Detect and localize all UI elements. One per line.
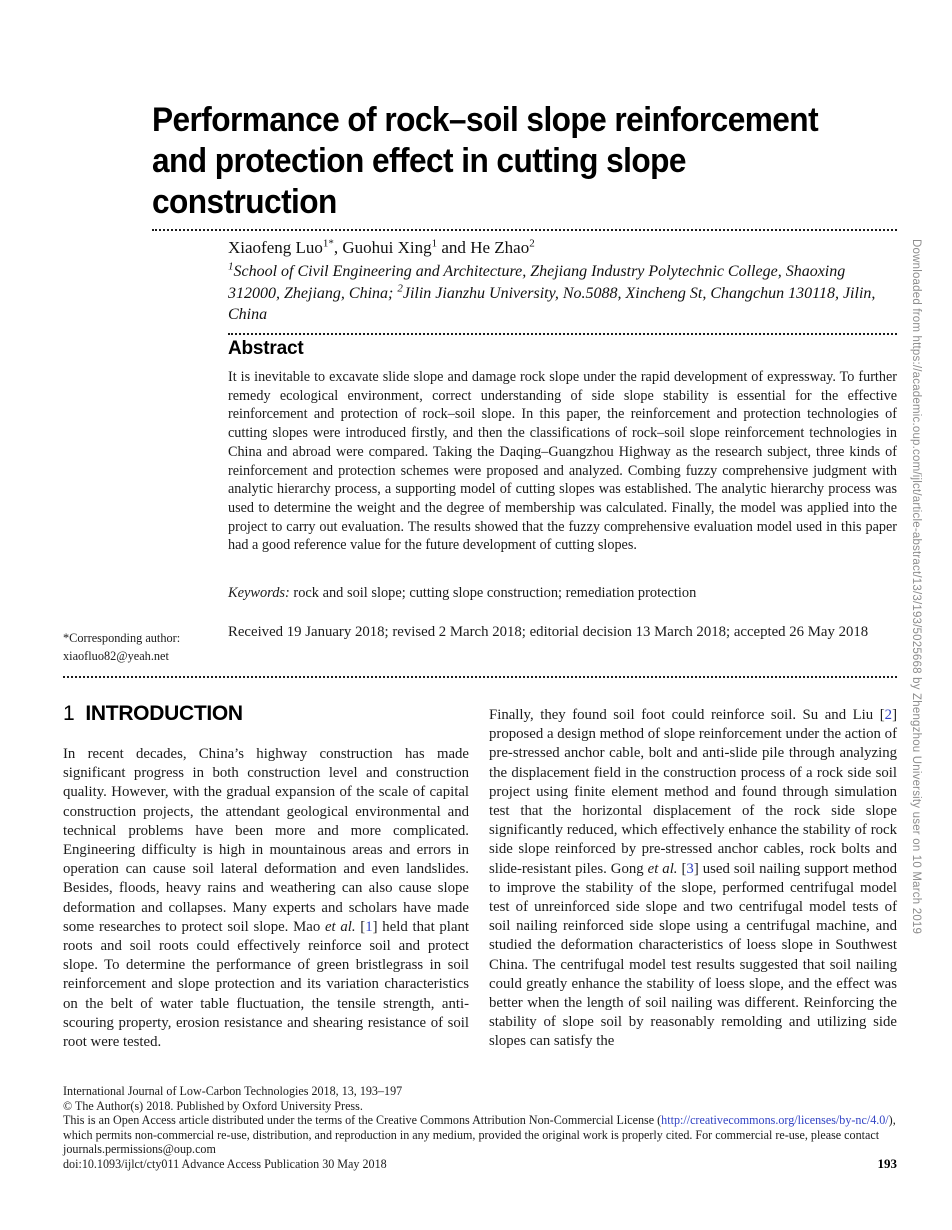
abstract-text: It is inevitable to excavate slide slope and damage rock slope under the rapid development of expressway. To further remedy ecological environment, correct understanding of side slope stability is essential for the effective reinforcement and protection of rock–soil slope. In this paper, the reinforcement and protection technologies of cutting slopes were introduced firstly, and then the classifications of rock–soil slope reinforcement technologies in China and abroad were compared. Taking the Daqing–Guangzhou Highway as the research subject, three kinds of reinforcement and protection schemes were proposed and analyzed. Combing fuzzy comprehensive judgment with analytic hierarchy process, a supporting model of cutting slopes was established. The analytic hierarchy process was used to determine the weight and the degree of membership was calculated. Finally, the model was applied into the project to carry out evaluation. The results showed that the fuzzy comprehensive evaluation model used in this paper had a good reference value for the future development of cutting slopes. bbox=[228, 369, 897, 554]
dotted-rule-front-matter bbox=[63, 676, 897, 678]
author-separator: and bbox=[437, 238, 471, 257]
citation-link-2[interactable]: 2 bbox=[884, 707, 893, 723]
creative-commons-link-part1[interactable]: http://creativecommons.org/licenses/ bbox=[661, 1113, 840, 1128]
paragraph-text: [ bbox=[355, 918, 366, 935]
keywords-text: rock and soil slope; cutting slope construction; remediation protection bbox=[289, 585, 697, 601]
journal-citation-line: International Journal of Low-Carbon Technologies 2018, 13, 193–197 bbox=[63, 1084, 403, 1098]
affiliation-mark: 2 bbox=[397, 282, 403, 295]
et-al-italic: et al. bbox=[324, 918, 356, 935]
section-heading-introduction bbox=[63, 702, 243, 726]
citation-link-3[interactable]: 3 bbox=[686, 860, 694, 877]
dotted-rule-under-title bbox=[152, 229, 897, 231]
affiliation-text: School of Civil Engineering and Architecture, Zhejiang Industry Polytechnic College, Shaoxing 312000, Zhejiang, China; bbox=[228, 263, 846, 302]
et-al-italic: et al. bbox=[647, 860, 678, 877]
article-title-line1: Performance of rock–soil slope reinforcement bbox=[152, 101, 819, 139]
author-affiliation-mark: 1* bbox=[322, 237, 334, 250]
doi-text: doi:10.1093/ijlct/cty011 Advance Access Publication 30 May 2018 bbox=[63, 1156, 387, 1171]
affiliation-text: Jilin Jianzhu University, No.5088, Xincheng St, Changchun 130118, Jilin, China bbox=[228, 284, 876, 323]
creative-commons-link[interactable] bbox=[661, 1113, 889, 1127]
paragraph-text: ] held that plant roots and soil roots could effectively reinforce soil and protect slope. To determine the performance of green bristlegrass in soil reinforcement and slope protection and its variation characteristics on the belt of water table fluctuation, the tensile strength, anti-scouring property, erosion resistance and shearing resistance of soil root were tested. bbox=[63, 918, 469, 1051]
page-number: 193 bbox=[877, 1155, 897, 1171]
author-name: Xiaofeng Luo bbox=[228, 238, 323, 257]
author-separator: , bbox=[333, 238, 343, 257]
affiliation-mark: 1 bbox=[228, 260, 234, 273]
section-title: INTRODUCTION bbox=[85, 702, 243, 725]
paragraph-text: ] proposed a design method of slope reinforcement under the action of pre-stressed anchor cable, bolt and anti-slide pile through analyzing the displacement field in the construction process of a rock side soil project using finite element method and found through simulation test that the horizontal displacement of the rock side slope significantly reduced, which effectively enhance the stability of rock side slope reinforced by pre-stressed anchor cables, rock bolts and slide-resistant piles. Gong bbox=[489, 707, 897, 877]
body-column-right bbox=[489, 706, 897, 1052]
copyright-line: © The Author(s) 2018. Published by Oxford University Press. bbox=[63, 1098, 363, 1113]
corresponding-author-email: xiaofluo82@yeah.net bbox=[63, 649, 169, 663]
corresponding-author-note bbox=[63, 629, 233, 665]
author-name: He Zhao bbox=[470, 238, 530, 257]
section-number: 1 bbox=[63, 702, 75, 725]
author-affiliation-mark: 2 bbox=[529, 237, 535, 250]
dotted-rule-under-affiliations bbox=[228, 333, 897, 335]
creative-commons-link-part2[interactable]: by-nc/4.0/ bbox=[839, 1113, 889, 1128]
license-text: This is an Open Access article distributed under the terms of the Creative Commons Attribution Non-Commercial License ( bbox=[63, 1113, 662, 1128]
doi-line bbox=[63, 1157, 897, 1172]
abstract-heading: Abstract bbox=[228, 338, 304, 359]
article-title-line3: construction bbox=[152, 183, 337, 221]
keywords-label: Keywords: bbox=[228, 585, 290, 601]
author-name: Guohui Xing bbox=[342, 238, 432, 257]
paragraph-text: In recent decades, China’s highway construction has made significant progress in both construction level and construction quality. However, with the gradual expansion of the scale of capital construction projects, the attendant geological environmental and technical problems have been more and more complicated. Engineering difficulty is high in mountainous areas and errors in operation can cause soil lateral deformation and even landslides. Besides, floods, heavy rains and weathering can also cause slope deformation and collapses. Many experts and scholars have made some researches to protect soil slope. Mao bbox=[63, 746, 469, 935]
article-history: Received 19 January 2018; revised 2 March 2018; editorial decision 13 March 2018; accepted 26 May 2018 bbox=[228, 624, 869, 640]
body-column-left bbox=[63, 745, 469, 1052]
download-watermark: Downloaded from https://academic.oup.com/ijlct/article-abstract/13/3/193/5025668 by Zhengzhou University user on 10 March 2019 bbox=[910, 239, 922, 935]
article-title-line2: and protection effect in cutting slope bbox=[152, 142, 686, 180]
author-affiliation-mark: 1 bbox=[431, 237, 438, 250]
footer-imprint bbox=[63, 1084, 897, 1172]
keywords-line bbox=[228, 585, 897, 602]
author-list bbox=[228, 238, 897, 258]
paragraph-text: Finally, they found soil foot could reinforce soil. Su and Liu [ bbox=[489, 707, 885, 723]
corresponding-author-label: *Corresponding author: bbox=[63, 631, 181, 645]
license-paragraph bbox=[63, 1113, 897, 1157]
citation-link-1[interactable]: 1 bbox=[365, 918, 373, 935]
article-title bbox=[152, 100, 896, 223]
paragraph-text: ] used soil nailing support method to improve the stability of the slope, performed centrifugal model test of unreinforced side slope and two centrifugal model tests of soil nailing reinforced side slope using a centrifugal machine, and studied the deformation characteristics of loess slope in Southwest China. The centrifugal model test results suggested that soil nailing could greatly enhance the stability of loess slope, and the effect was better when the length of soil nailing was different. Reinforcing the stability of slope soil by reasonably remolding and utilizing side slopes can satisfy the bbox=[489, 860, 897, 1050]
paragraph-text: [ bbox=[677, 860, 687, 877]
license-text: ), which permits non-commercial re-use, distribution, and reproduction in any medium, provided the original work is properly cited. For commercial re-use, please contact journals.permissions@oup.com bbox=[63, 1113, 896, 1157]
affiliations bbox=[228, 261, 897, 326]
